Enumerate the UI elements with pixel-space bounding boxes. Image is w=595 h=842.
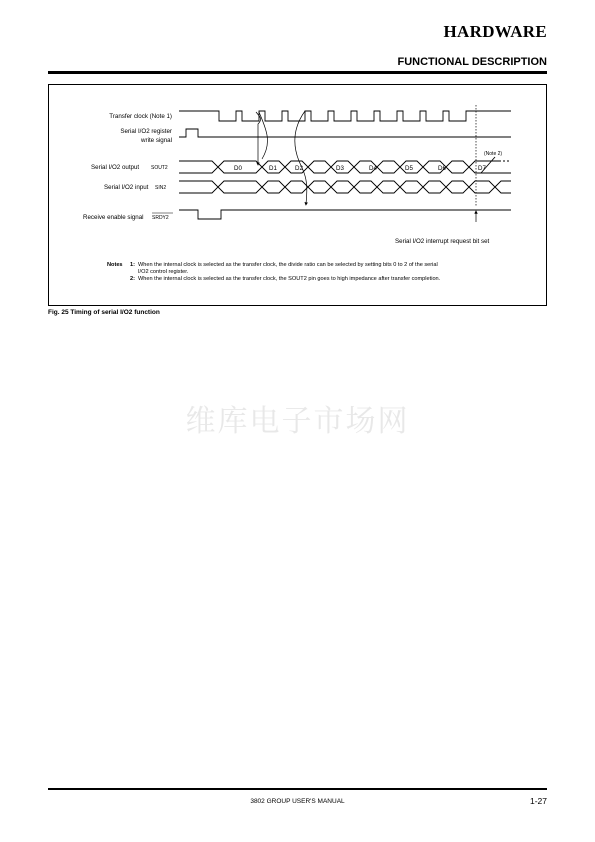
transfer-clock-waveform bbox=[179, 111, 511, 121]
note2-marker: (Note 2) bbox=[484, 151, 503, 157]
data-bit-d0: D0 bbox=[234, 165, 242, 172]
write-signal-label-1: Serial I/O2 register bbox=[120, 128, 172, 135]
note1-text-line1: When the internal clock is selected as the transfer clock, the divide ratio can be selected by setting bits 0 to 2 of the serial bbox=[138, 262, 438, 268]
receive-enable-pin: SRDY2 bbox=[152, 215, 169, 221]
serial-output-label: Serial I/O2 output bbox=[91, 164, 140, 171]
data-bit-d7: D7 bbox=[478, 165, 486, 172]
header-title: HARDWARE bbox=[443, 22, 547, 41]
serial-output-pin: SOUT2 bbox=[151, 165, 168, 171]
note1-number: 1: bbox=[130, 262, 135, 268]
timing-diagram bbox=[49, 85, 548, 307]
footer-manual-title: 3802 GROUP USER'S MANUAL bbox=[250, 798, 345, 805]
serial-output-bus bbox=[179, 157, 511, 173]
data-bit-d5: D5 bbox=[405, 165, 413, 172]
data-bit-d1: D1 bbox=[269, 165, 277, 172]
data-bit-d2: D2 bbox=[295, 165, 303, 172]
serial-input-label: Serial I/O2 input bbox=[104, 184, 149, 191]
header-rule bbox=[48, 71, 547, 74]
footer-page-number: 1-27 bbox=[529, 796, 547, 806]
write-signal-waveform bbox=[179, 129, 511, 137]
data-bit-d4: D4 bbox=[369, 165, 377, 172]
receive-enable-waveform bbox=[179, 210, 511, 219]
note2-text-line1: When the internal clock is selected as the transfer clock, the SOUT2 pin goes to high impedance after transfer completion. bbox=[138, 276, 441, 282]
transfer-clock-label: Transfer clock (Note 1) bbox=[109, 113, 172, 120]
serial-input-pin: SIN2 bbox=[155, 185, 167, 191]
timing-figure bbox=[48, 84, 547, 306]
footer-rule bbox=[48, 788, 547, 790]
notes-heading: Notes bbox=[107, 262, 123, 268]
note1-text-line2: I/O2 control register. bbox=[138, 269, 189, 275]
serial-input-bus bbox=[179, 181, 511, 193]
note2-number: 2: bbox=[130, 276, 135, 282]
receive-enable-label: Receive enable signal bbox=[83, 214, 144, 221]
data-bit-d6: D6 bbox=[438, 165, 446, 172]
figure-caption: Fig. 25 Timing of serial I/O2 function bbox=[48, 309, 160, 316]
interrupt-label: Serial I/O2 interrupt request bit set bbox=[395, 238, 490, 245]
write-signal-label-2: write signal bbox=[141, 137, 172, 144]
data-bit-d3: D3 bbox=[336, 165, 344, 172]
watermark: 维库电子市场网 bbox=[185, 404, 410, 439]
header-section: FUNCTIONAL DESCRIPTION bbox=[397, 56, 547, 68]
